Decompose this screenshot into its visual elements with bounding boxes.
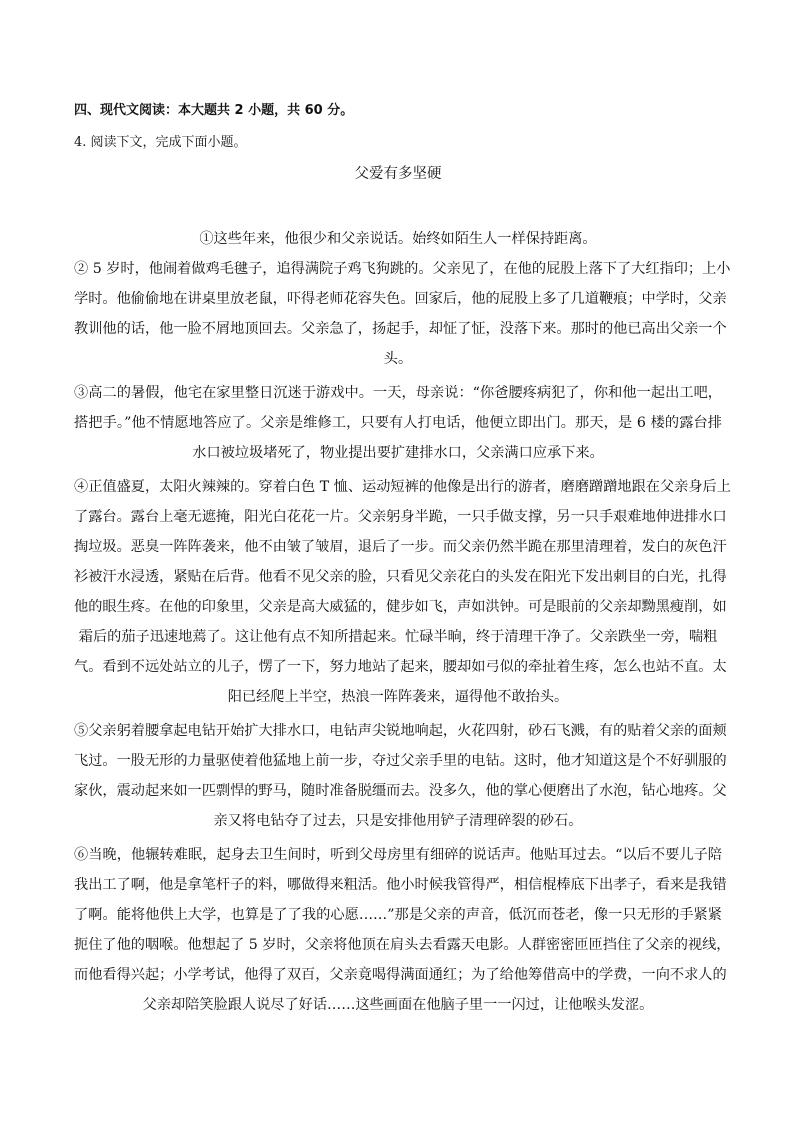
- paragraph-3-line: 水口被垃圾堵死了，物业提出要扩建排水口，父亲满口应承下来。: [192, 445, 604, 461]
- paragraph-1-line: ①这些年来，他很少和父亲说话。始终如陌生人一样保持距离。: [199, 231, 597, 247]
- paragraph-2-line: 头。: [383, 351, 413, 367]
- paragraph-6-line: 了啊。能将他供上大学，也算是了了我的心愿……”那是父亲的声音，低沉而苍老，像一只无形的手紧紧: [74, 907, 722, 923]
- paragraph-2-line: 学时。他偷偷地在讲桌里放老鼠，吓得老师花容失色。回家后，他的屁股上多了几道鞭痕；中学时，父亲: [74, 291, 727, 307]
- paragraph-4-line: 了露台。露台上毫无遮掩，阳光白花花一片。父亲躬身半跪，一只手做支撑，另一只手艰难地伸进排水口: [74, 509, 727, 525]
- paragraph-6-line: 我出工了啊，他是拿笔杆子的料，哪做得来粗活。他小时候我管得严，相信棍棒底下出孝子，看来是我错: [74, 877, 727, 893]
- paragraph-2-line: ② 5 岁时，他闹着做鸡毛毽子，追得满院子鸡飞狗跳的。父亲见了，在他的屁股上落下了大红指印；上小: [74, 261, 731, 277]
- paragraph-4-line: 掏垃圾。恶臭一阵阵袭来，他不由皱了皱眉，退后了一步。而父亲仍然半跪在那里清理着，发白的灰色汗: [74, 539, 727, 555]
- question-intro: 4. 阅读下文，完成下面小题。: [74, 135, 247, 150]
- paragraph-5-line: 亲又将电钻夺了过去，只是安排他用铲子清理碎裂的砂石。: [213, 813, 583, 829]
- paragraph-5-line: 家伙，震动起来如一匹剽悍的野马，随时准备脱缰而去。没多久，他的掌心便磨出了水泡，钻心地疼。父: [74, 783, 727, 799]
- paragraph-6-line: 而他看得兴起；小学考试，他得了双百，父亲竟喝得满面通红；为了给他筹借高中的学费，一向不求人的: [74, 967, 727, 983]
- paragraph-3-line: ③高二的暑假，他宅在家里整日沉迷于游戏中。一天，母亲说：“你爸腰疼病犯了，你和他一起出工吧，: [74, 385, 722, 401]
- paragraph-5-line: ⑤父亲躬着腰拿起电钻开始扩大排水口，电钻声尖锐地响起，火花四射，砂石飞溅，有的贴着父亲的面颊: [74, 723, 727, 739]
- paragraph-4-line: 阳已经爬上半空，热浪一阵阵袭来，逼得他不敢抬头。: [227, 689, 569, 705]
- paragraph-2-line: 教训他的话，他一脸不屑地顶回去。父亲急了，扬起手，却怔了怔，没落下来。那时的他已高出父亲一个: [74, 321, 727, 337]
- article-title: 父爱有多坚硬: [354, 166, 442, 182]
- paragraph-4-line: 气。看到不远处站立的儿子，愣了一下，努力地站了起来，腰却如弓似的牵扯着生疼，怎么也站不直。太: [74, 659, 727, 675]
- paragraph-3-line: 搭把手。”他不情愿地答应了。父亲是维修工，只要有人打电话，他便立即出门。那天，是 6 楼的露台排: [74, 415, 722, 431]
- paragraph-4-line: 衫被汗水浸透，紧贴在后背。他看不见父亲的脸，只看见父亲花白的头发在阳光下发出刺目的白光，扎得: [74, 569, 727, 585]
- paragraph-6-line: 扼住了他的咽喉。他想起了 5 岁时，父亲将他顶在肩头去看露天电影。人群密密匝匝挡住了父亲的视线，: [74, 937, 731, 953]
- paragraph-4-line: 他的眼生疼。在他的印象里，父亲是高大威猛的，健步如飞，声如洪钟。可是眼前的父亲却黝黑瘦削，如: [74, 599, 727, 615]
- paragraph-6-line: 父亲却陪笑脸跟人说尽了好话……这些画面在他脑子里一一闪过，让他喉头发涩。: [142, 997, 654, 1013]
- paragraph-4-line: 霜后的茄子迅速地蔫了。这让他有点不知所措起来。忙碌半晌，终于清理干净了。父亲跌坐一旁，喘粗: [78, 629, 718, 645]
- paragraph-4-line: ④正值盛夏，太阳火辣辣的。穿着白色 T 恤、运动短裤的他像是出行的游者，磨磨蹭蹭地跟在父亲身后上: [74, 479, 731, 495]
- paragraph-6-line: ⑥当晚，他辗转难眠，起身去卫生间时，听到父母房里有细碎的说话声。他贴耳过去。“以后不要儿子陪: [74, 847, 722, 863]
- paragraph-5-line: 飞过。一股无形的力量驱使着他猛地上前一步，夺过父亲手里的电钻。这时，他才知道这是个不好驯服的: [74, 753, 727, 769]
- section-heading: 四、现代文阅读：本大题共 2 小题，共 60 分。: [74, 103, 354, 118]
